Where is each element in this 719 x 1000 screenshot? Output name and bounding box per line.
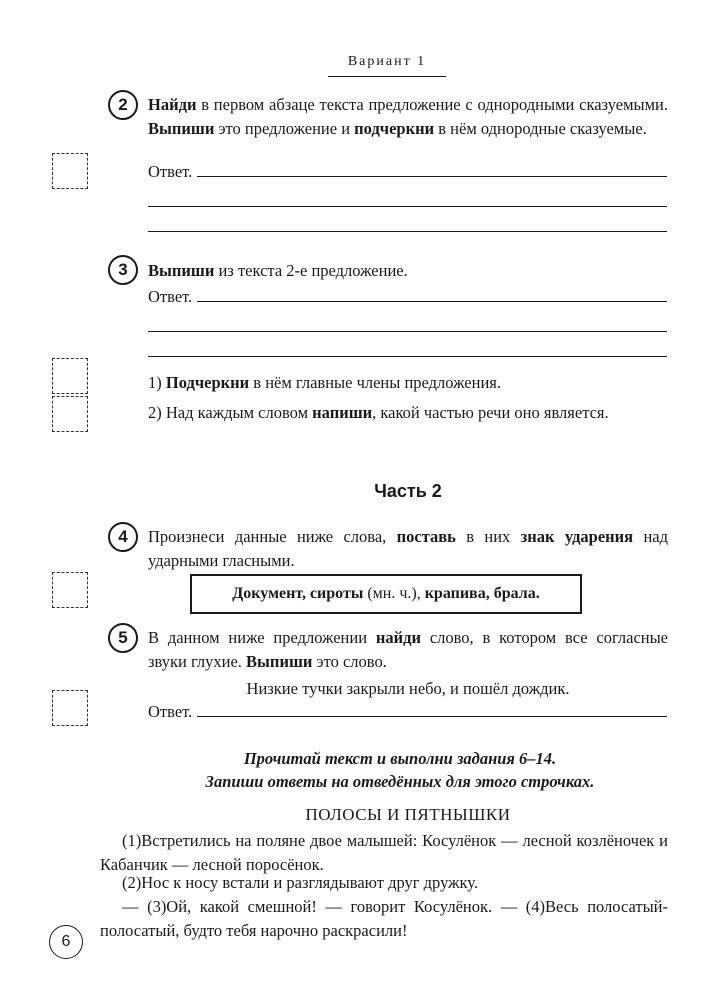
task-5-number: 5	[108, 623, 138, 653]
story-paragraph-1: (1)Встретились на поляне двое малышей: Косулёнок — лесной козлёночек и Кабанчик — лесной поросёнок.	[100, 831, 668, 874]
task-3-answer-line-2[interactable]	[148, 331, 667, 332]
task-2-answer-line-3[interactable]	[148, 231, 667, 232]
story-paragraph-3: — (3)Ой, какой смешной! — говорит Косулёнок. — (4)Весь полосатый-полосатый, будто тебя нарочно раскрасили!	[100, 897, 668, 940]
task-3-number: 3	[108, 255, 138, 285]
task-3-sub-1: 1) Подчеркни в нём главные члены предложения.	[148, 373, 502, 392]
task-2-answer-line-2[interactable]	[148, 206, 667, 207]
task-3-text: Выпиши из текста 2-е предложение.	[148, 261, 408, 280]
variant-header: Вариант 1	[328, 54, 446, 77]
reading-instruction: Прочитай текст и выполни задания 6–14. Запиши ответы на отведённых для этого строчках.	[205, 749, 595, 791]
task-5-score-box[interactable]	[52, 690, 88, 726]
answer-label: Ответ.	[148, 702, 193, 721]
task-3-answer-field[interactable]	[148, 287, 667, 307]
task-5-answer-field[interactable]	[148, 702, 667, 722]
task-2-number: 2	[108, 90, 138, 120]
task-4-number: 4	[108, 522, 138, 552]
task-4-text: Произнеси данные ниже слова, поставь в них знак ударения над ударными гласными.	[148, 527, 668, 570]
task-2-score-box[interactable]	[52, 153, 88, 189]
part-2-title: Часть 2	[374, 481, 442, 501]
task-2-text: Найди в первом абзаце текста предложение с однородными сказуемыми. Выпиши это предложение и подчеркни в нём однородные сказуемые.	[148, 95, 668, 138]
task-3-sub-2: 2) Над каждым словом напиши, какой частью речи оно является.	[148, 403, 609, 422]
answer-label: Ответ.	[148, 287, 193, 306]
task-4-score-box[interactable]	[52, 572, 88, 608]
task-3-1-score-box[interactable]	[52, 358, 88, 394]
task-4-word-box: Документ, сироты (мн. ч.), крапива, брала.	[190, 574, 582, 614]
answer-label: Ответ.	[148, 162, 193, 181]
page-number: 6	[49, 925, 83, 959]
task-5-text: В данном ниже предложении найди слово, в котором все согласные звуки глухие. Выпиши это слово.	[148, 628, 669, 671]
story-paragraph-2: (2)Нос к носу встали и разглядывают друг дружку.	[122, 873, 479, 892]
task-2-answer-field[interactable]	[148, 162, 667, 182]
task-5-sentence: Низкие тучки закрыли небо, и пошёл дождик.	[246, 679, 570, 698]
story-title: ПОЛОСЫ И ПЯТНЫШКИ	[305, 805, 511, 824]
task-3-answer-line-3[interactable]	[148, 356, 667, 357]
task-3-2-score-box[interactable]	[52, 396, 88, 432]
